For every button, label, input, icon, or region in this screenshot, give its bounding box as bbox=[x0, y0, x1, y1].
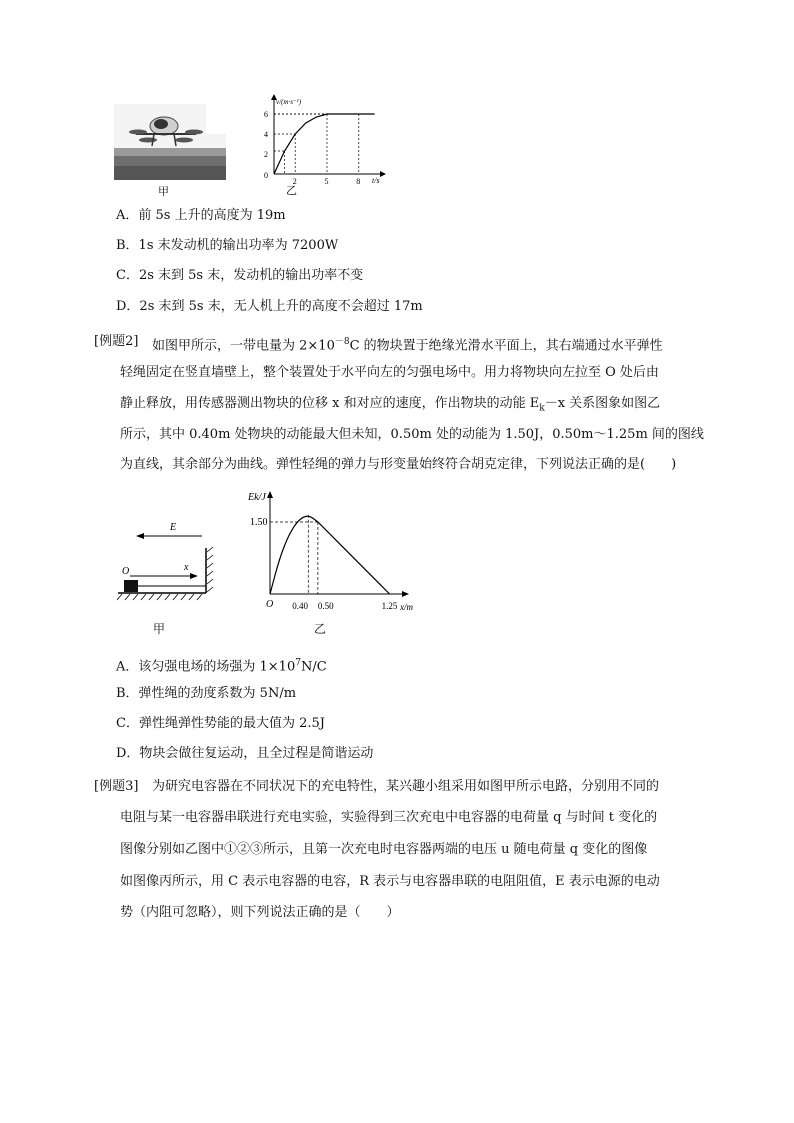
q2-line-1: 如图甲所示，一带电量为 $2\times 10^{-8}C$ 的物块置于绝缘光滑水平面上，其右端通过水平弹性 bbox=[152, 337, 663, 354]
q2-exponent: －8 bbox=[334, 337, 350, 347]
ek-xtick: 0.50 bbox=[317, 601, 334, 611]
vt-xtick: 2 bbox=[292, 177, 297, 186]
figure1-graph-caption: 乙 bbox=[286, 184, 297, 197]
vt-xtick: 8 bbox=[356, 177, 361, 186]
ek-xlabel: x/m bbox=[400, 602, 413, 612]
q3-line-4: 如图像丙所示，用 C 表示电容器的电容，R 表示与电容器串联的电阻阻值，E 表示电源的电动 bbox=[120, 874, 660, 889]
figure1-photo-caption: 甲 bbox=[158, 185, 169, 198]
q1-option-c: C．2s 末到 5s 末，发动机的输出功率不变 bbox=[116, 268, 364, 283]
block bbox=[124, 580, 138, 592]
ek-curve bbox=[270, 516, 390, 594]
figure2-jia-caption: 甲 bbox=[153, 622, 166, 636]
q1-option-b: B．1s 末发动机的输出功率为 7200W bbox=[116, 238, 339, 253]
q2-line-5: 为直线，其余部分为曲线。弹性轻绳的弹力与形变量始终符合胡克定律，下列说法正确的是( ) bbox=[120, 457, 677, 472]
q1-option-a: A．前 5s 上升的高度为 19m bbox=[116, 208, 286, 223]
q2-option-b: B．弹性绳的劲度系数为 5N/m bbox=[116, 686, 297, 701]
vt-ytick: 6 bbox=[264, 110, 268, 119]
figure2-yi-caption: 乙 bbox=[314, 622, 327, 636]
vt-origin: 0 bbox=[264, 171, 268, 180]
ek-subscript: k bbox=[539, 403, 545, 414]
block-diagram bbox=[112, 512, 222, 604]
q2-line-4: 所示，其中 0.40m 处物块的动能最大但未知，0.50m 处的动能为 1.50J，0.50m～1.25m 间的图线 bbox=[120, 427, 704, 442]
q3-label: [例题3] bbox=[94, 779, 139, 794]
ek-ytick: 1.50 bbox=[250, 517, 268, 528]
q3-line-1: 为研究电容器在不同状况下的充电特性，某兴趣小组采用如图甲所示电路，分别用不同的 bbox=[152, 779, 660, 794]
q2-option-d: D．物块会做往复运动，且全过程是简谐运动 bbox=[116, 746, 374, 761]
q2-option-a: A．该匀强电场的场强为 $1\times 10^7N/C$ bbox=[116, 658, 327, 675]
vt-ytick: 4 bbox=[264, 130, 268, 139]
origin-label: O bbox=[122, 566, 130, 577]
vt-xtick: 5 bbox=[324, 177, 329, 186]
ek-origin: O bbox=[266, 599, 274, 610]
q2-label: [例题2] bbox=[94, 334, 139, 349]
vt-graph bbox=[256, 92, 390, 190]
q2-line-3: 静止释放，用传感器测出物块的位移 x 和对应的速度，作出物块的动能 $E_k-x$ 关系图象如图乙 bbox=[120, 396, 661, 414]
q3-line-5: 势（内阻可忽略），则下列说法正确的是（ ） bbox=[120, 905, 400, 920]
vt-curve bbox=[274, 114, 375, 174]
q1-option-d: D．2s 末到 5s 末，无人机上升的高度不会超过 17m bbox=[116, 299, 423, 314]
vt-ylabel: v/(m·s⁻¹) bbox=[276, 98, 302, 106]
q2-option-c: C．弹性绳弹性势能的最大值为 2.5J bbox=[116, 716, 325, 731]
q3-line-3: 图像分别如乙图中①②③所示，且第一次充电时电容器两端的电压 u 随电荷量 q 变化的图像 bbox=[120, 842, 648, 857]
drone-photo bbox=[114, 104, 226, 180]
ek-ylabel: Ek/J bbox=[248, 492, 266, 503]
ek-xtick: 0.40 bbox=[292, 601, 309, 611]
displacement-label: x bbox=[184, 562, 189, 573]
ek-graph bbox=[246, 488, 422, 616]
field-exponent: 7 bbox=[295, 658, 301, 668]
vt-ytick: 2 bbox=[264, 150, 268, 159]
q2-line-2: 轻绳固定在竖直墙壁上，整个装置处于水平向左的匀强电场中。用力将物块向左拉至 O 处后由 bbox=[120, 365, 659, 380]
q3-line-2: 电阻与某一电容器串联进行充电实验，实验得到三次充电中电容器的电荷量 q 与时间 t 变化的 bbox=[120, 810, 658, 825]
field-label: E bbox=[170, 522, 177, 533]
ek-xtick: 1.25 bbox=[381, 601, 398, 611]
vt-xlabel: t/s bbox=[372, 176, 380, 185]
